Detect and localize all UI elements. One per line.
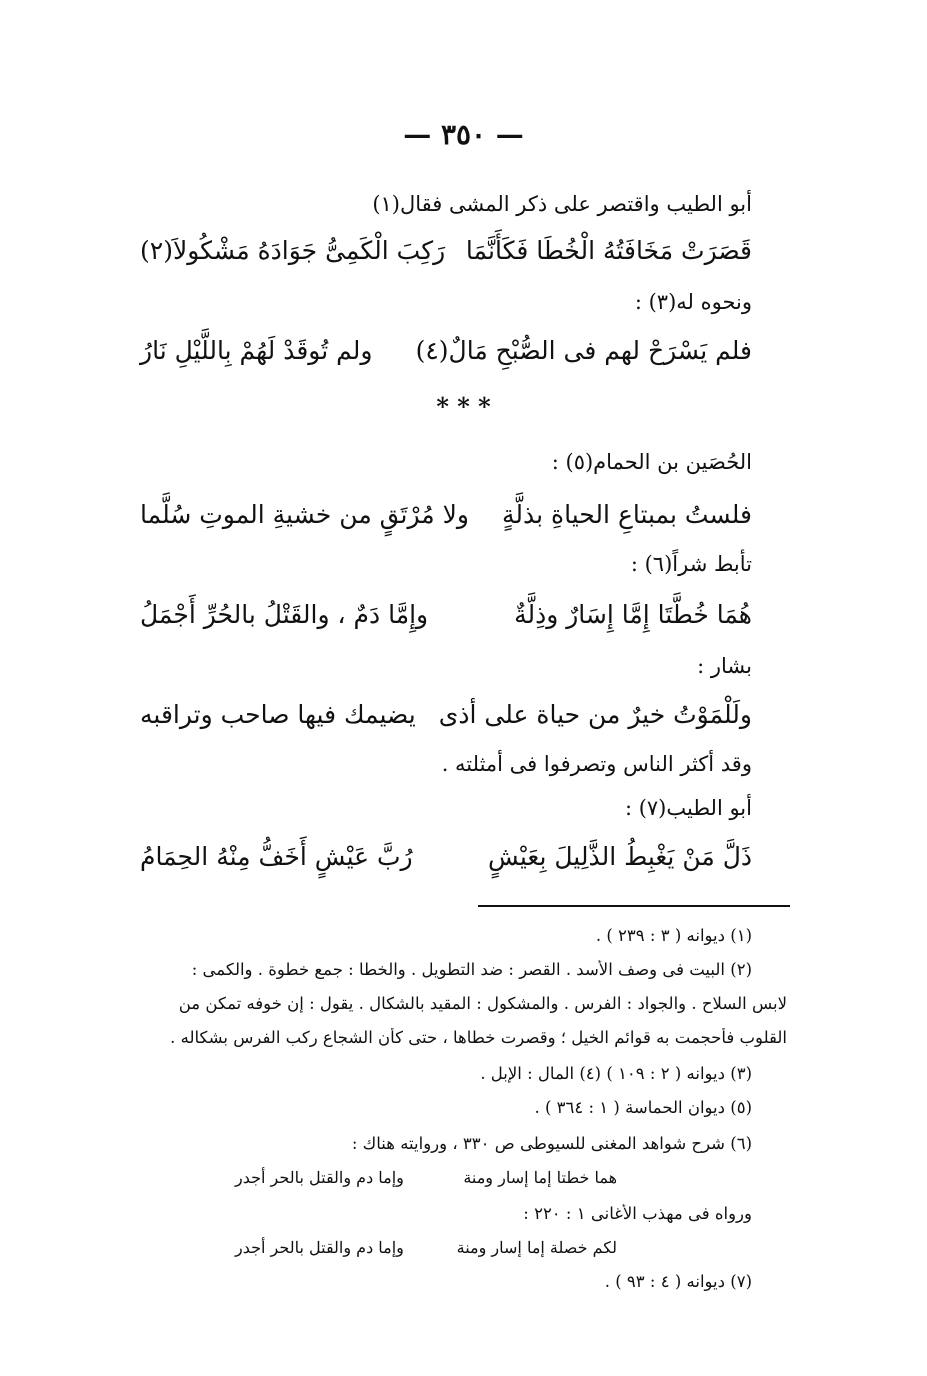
footnote-2-line-3: القلوب فأحجمت به قوائم الخيل ؛ وقصرت خطاها ، حتى كأن الشجاع ركب الفرس بشكاله . (170, 1028, 787, 1047)
footnote-2-line-2: لابس السلاح . والجواد : الفرس . والمشكول : المقيد بالشكال . يقول : إن خوفه تمكن من (178, 994, 787, 1013)
intro-taabbata: تأبط شراً(٦) : (630, 552, 752, 576)
verse-4-first-hemistich: هُمَا خُطَّتَا إِمَّا إِسَارٌ وذِلَّةٌ (514, 600, 752, 629)
footnote-6-verse-2 (235, 1238, 617, 1264)
intro-nahwuhu: ونحوه له(٣) : (634, 290, 752, 314)
footnote-6-verse-1-first: هما خطتا إما إسار ومنة (463, 1168, 617, 1187)
verse-5-first-hemistich: ولَلْمَوْتُ خيرٌ من حياة على أذى (438, 700, 752, 729)
verse-2 (140, 336, 752, 372)
verse-2-first-hemistich: فلم يَسْرَحْ لهم فى الصُّبْحِ مَالٌ(٤) (415, 336, 752, 365)
intro-husayn: الحُصَين بن الحمام(٥) : (551, 450, 752, 474)
verse-5-second-hemistich: يضيمك فيها صاحب وتراقبه (140, 700, 416, 729)
page-number: — ٣٥٠ — (403, 118, 524, 151)
footnote-divider (478, 905, 790, 907)
footnote-2-line-1: (٢) البيت فى وصف الأسد . القصر : ضد التطويل . والخطا : جمع خطوة . والكمى : (191, 960, 752, 979)
verse-1 (140, 236, 752, 272)
footnote-6-line-2: ورواه فى مهذب الأغانى ١ : ٢٢٠ : (523, 1204, 752, 1223)
verse-7 (140, 842, 752, 878)
footnote-5: (٥) ديوان الحماسة ( ١ : ٣٦٤ ) . (534, 1098, 752, 1117)
verse-4 (140, 600, 752, 636)
footnote-6-line-1: (٦) شرح شواهد المغنى للسيوطى ص ٣٣٠ ، وروايته هناك : (351, 1134, 752, 1153)
footnote-6-verse-1-second: وإما دم والقتل بالحر أجدر (235, 1168, 404, 1187)
section-divider-stars: * * * (436, 392, 491, 421)
verse-3-second-hemistich: ولا مُرْتَقٍ من خشيةِ الموتِ سُلَّما (140, 500, 469, 529)
verse-4-second-hemistich: وإِمَّا دَمٌ ، والقَتْلُ بالحُرِّ أَجْمَلُ (140, 600, 429, 629)
verse-1-second-hemistich: رَكِبَ الْكَمِىُّ جَوَادَهُ مَشْكُولاَ(٢) (140, 236, 446, 265)
footnote-6-verse-2-second: وإما دم والقتل بالحر أجدر (235, 1238, 404, 1257)
footnote-1: (١) ديوانه ( ٣ : ٢٣٩ ) . (595, 926, 752, 945)
verse-2-second-hemistich: ولم تُوقَدْ لَهُمْ بِاللَّيْلِ نَارُ (140, 336, 373, 365)
intro-bashshar: بشار : (697, 654, 752, 678)
footnote-7: (٧) ديوانه ( ٤ : ٩٣ ) . (604, 1272, 752, 1291)
footnote-6-verse-1 (235, 1168, 617, 1194)
prose-line: وقد أكثر الناس وتصرفوا فى أمثلته . (441, 752, 752, 776)
verse-5 (140, 700, 752, 736)
footnote-3-4: (٣) ديوانه ( ٢ : ١٠٩ ) (٤) المال : الإبل . (480, 1064, 752, 1083)
verse-7-second-hemistich: رُبَّ عَيْشٍ أَخَفُّ مِنْهُ الحِمَامُ (140, 842, 413, 871)
verse-3-first-hemistich: فلستُ بمبتاعِ الحياةِ بذلَّةٍ (501, 500, 752, 529)
verse-1-first-hemistich: قَصَرَتْ مَخَافَتُهُ الْخُطَا فَكَأَنَّمَا (465, 236, 752, 265)
footnote-6-verse-2-first: لكم خصلة إما إسار ومنة (456, 1238, 617, 1257)
verse-7-first-hemistich: ذَلَّ مَنْ يَغْبِطُ الذَّلِيلَ بِعَيْشٍ (487, 842, 752, 871)
intro-abu-tayyib-1: أبو الطيب واقتصر على ذكر المشى فقال(١) (372, 192, 752, 216)
verse-3 (140, 500, 752, 536)
intro-abu-tayyib-2: أبو الطيب(٧) : (624, 796, 752, 820)
